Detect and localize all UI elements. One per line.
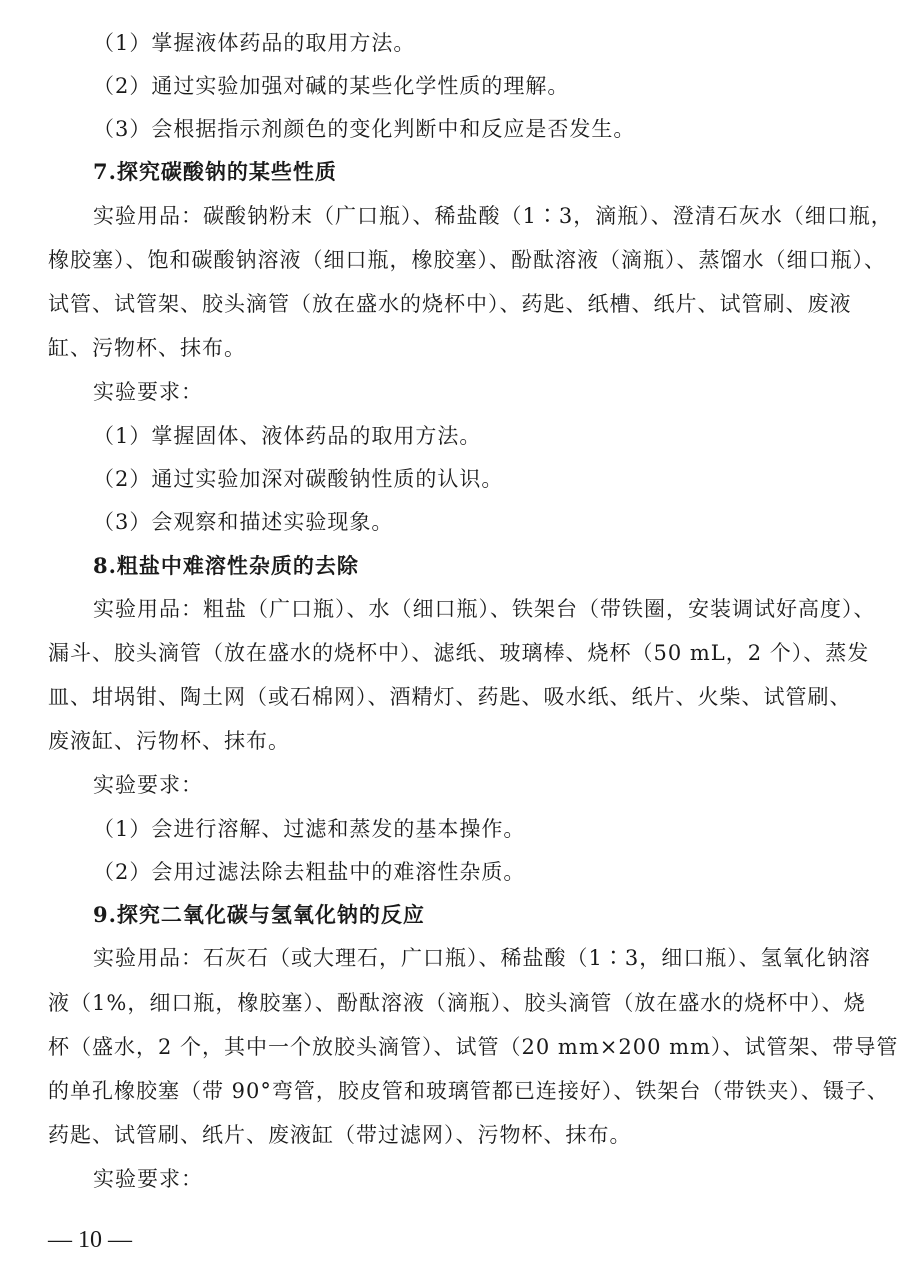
text-line: （1）掌握液体药品的取用方法。 — [93, 31, 416, 55]
text-line: 实验要求： — [93, 1167, 203, 1191]
text-line: （3）会根据指示剂颜色的变化判断中和反应是否发生。 — [93, 117, 636, 141]
text-line: 实验用品：碳酸钠粉末（广口瓶）、稀盐酸（1∶3，滴瓶）、澄清石灰水（细口瓶， — [93, 204, 893, 228]
text-line: （2）会用过滤法除去粗盐中的难溶性杂质。 — [93, 860, 526, 884]
text-line: 实验用品：石灰石（或大理石，广口瓶）、稀盐酸（1∶3，细口瓶）、氢氧化钠溶 — [93, 946, 871, 970]
page-number: — 10 — — [48, 1227, 132, 1253]
text-line: 实验要求： — [93, 380, 203, 404]
text-line: （2）通过实验加强对碱的某些化学性质的理解。 — [93, 74, 570, 98]
text-line: （2）通过实验加深对碳酸钠性质的认识。 — [93, 467, 504, 491]
text-line: 的单孔橡胶塞（带 90°弯管，胶皮管和玻璃管都已连接好）、铁架台（带铁夹）、镊子、 — [48, 1079, 889, 1103]
text-line: 皿、坩埚钳、陶土网（或石棉网）、酒精灯、药匙、吸水纸、纸片、火柴、试管刷、 — [48, 685, 852, 709]
text-line: 药匙、试管刷、纸片、废液缸（带过滤网）、污物杯、抹布。 — [48, 1123, 632, 1147]
text-line: 实验要求： — [93, 773, 203, 797]
section-heading: 8.粗盐中难溶性杂质的去除 — [93, 553, 359, 578]
text-line: 漏斗、胶头滴管（放在盛水的烧杯中）、滤纸、玻璃棒、烧杯（50 mL，2 个）、蒸发 — [48, 641, 870, 665]
text-line: 废液缸、污物杯、抹布。 — [48, 729, 290, 753]
text-line: 缸、污物杯、抹布。 — [48, 336, 246, 360]
text-line: 杯（盛水，2 个，其中一个放胶头滴管）、试管（20 mm×200 mm）、试管架、带导管 — [48, 1035, 899, 1059]
text-line: 橡胶塞）、饱和碳酸钠溶液（细口瓶，橡胶塞）、酚酞溶液（滴瓶）、蒸馏水（细口瓶）、 — [48, 248, 886, 272]
section-heading: 9.探究二氧化碳与氢氧化钠的反应 — [93, 902, 425, 927]
section-heading: 7.探究碳酸钠的某些性质 — [93, 159, 337, 184]
text-line: （1）会进行溶解、过滤和蒸发的基本操作。 — [93, 817, 526, 841]
text-line: 实验用品：粗盐（广口瓶）、水（细口瓶）、铁架台（带铁圈，安装调试好高度）、 — [93, 597, 876, 621]
text-line: 试管、试管架、胶头滴管（放在盛水的烧杯中）、药匙、纸槽、纸片、试管刷、废液 — [48, 292, 852, 316]
text-line: （3）会观察和描述实验现象。 — [93, 510, 394, 534]
text-line: （1）掌握固体、液体药品的取用方法。 — [93, 424, 482, 448]
text-line: 液（1%，细口瓶，橡胶塞）、酚酞溶液（滴瓶）、胶头滴管（放在盛水的烧杯中）、烧 — [48, 991, 866, 1015]
